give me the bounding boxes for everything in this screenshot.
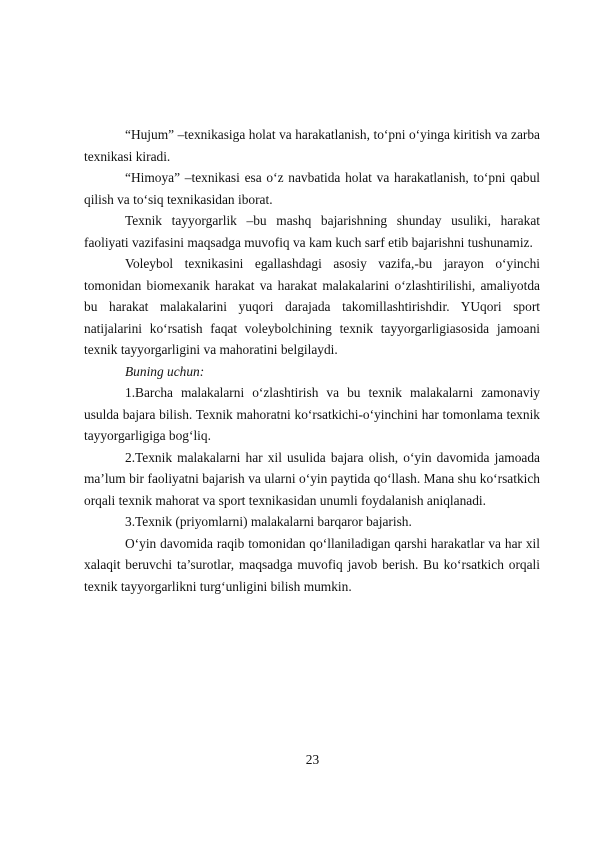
paragraph-hujum: “Hujum” –texnikasiga holat va harakatlanish, to‘pni o‘yinga kiritish va zarba texnikasi kiradi. [84, 127, 540, 164]
document-body [84, 124, 540, 597]
paragraph-buning-uchun: Buning uchun: [125, 363, 205, 379]
paragraph-item-2: 2.Texnik malakalarni har xil usulida bajara olish, o‘yin davomida jamoada ma’lum bir faoliyatni bajarish va ularni o‘yin paytida qo‘llash. Mana shu ko‘rsatkich orqali texnik mahorat va sport texnikasidan unumli foydalanish aniqlanadi. [84, 449, 540, 508]
paragraph-item-1: 1.Barcha malakalarni o‘zlashtirish va bu texnik malakalarni zamonaviy usulda bajara bilish. Texnik mahoratni ko‘rsatkichi-o‘yinchini har tomonlama texnik tayyorgarligiga bog‘liq. [84, 385, 540, 443]
page-number: 23 [305, 752, 320, 767]
paragraph-item-3: 3.Texnik (priyomlarni) malakalarni barqaror bajarish. [125, 514, 412, 529]
paragraph-texnik-tayyorgarlik: Texnik tayyorgarlik –bu mashq bajarishning shunday usuliki, harakat faoliyati vazifasini maqsadga muvofiq va kam kuch sarf etib bajarishni tushunamiz. [84, 213, 540, 250]
paragraph-himoya: “Himoya” –texnikasi esa o‘z navbatida holat va harakatlanish, to‘pni qabul qilish va to‘siq texnikasidan iborat. [84, 170, 540, 207]
paragraph-oyin-davomida: O‘yin davomida raqib tomonidan qo‘llaniladigan qarshi harakatlar va har xil xalaqit beruvchi ta’surotlar, maqsadga muvofiq javob berish. Bu ko‘rsatkich orqali texnik tayyorgarlikni turg‘unligini bilish mumkin. [84, 535, 540, 594]
paragraph-voleybol-texnikasi: Voleybol texnikasini egallashdagi asosiy vazifa,-bu jarayon o‘yinchi tomonidan biomexanik harakat va harakat malakalarini o‘zlashtirilishi, amaliyotda bu harakat malakalarini yuqori darajada takomillashtirishdir. YUqori sport natijalarini ko‘rsatish faqat voleybolchining texnik tayyorgarligiasosida jamoani texnik tayyorgarligini va mahoratini belgilaydi. [84, 256, 540, 357]
